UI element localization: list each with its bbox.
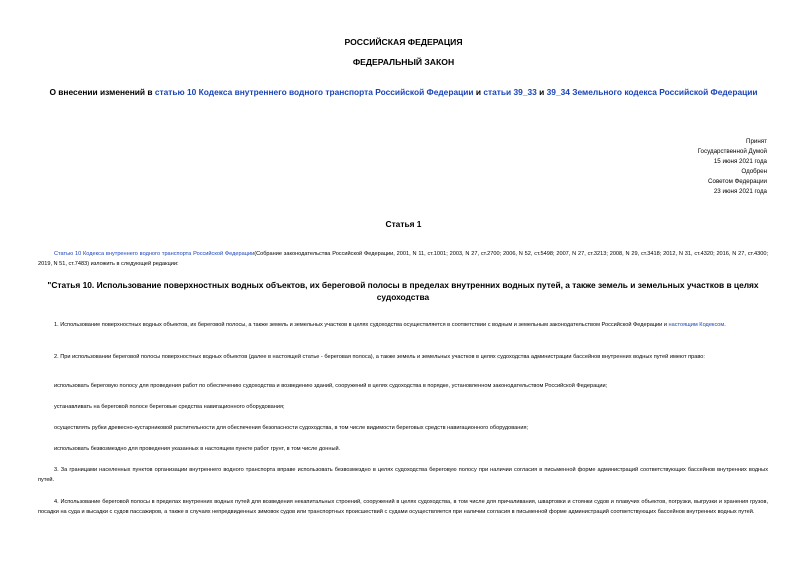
subparagraph-3: осуществлять рубки древесно-кустарниковой растительности для обеспечения безопасности судоходства, в том числе видимости береговых средств навигационного оборудования;: [54, 425, 529, 431]
adoption-line-6: 23 июня 2021 года: [713, 188, 767, 196]
adoption-line-1: Принят: [746, 138, 767, 145]
law-title: [30, 87, 777, 99]
subparagraph-4: использовать безвозмездно для проведения указанных в настоящем пункте работ грунт, в том числе донный.: [54, 446, 341, 452]
title-mid-1: и: [473, 87, 484, 97]
adoption-line-3: 15 июня 2021 года: [713, 158, 767, 166]
title-link-article-10[interactable]: статью 10 Кодекса внутреннего водного транспорта Российской Федерации: [154, 87, 474, 97]
article-10-heading: "Статья 10. Использование поверхностных водных объектов, их береговой полосы в пределах внутренних водных путей, а также земель и земельных участков в целях судоходства: [47, 280, 759, 302]
adoption-block: [698, 137, 767, 198]
adoption-line-2: Государственной Думой: [697, 148, 767, 156]
title-mid-2: и: [536, 87, 547, 97]
subparagraph-1: использовать береговую полосу для проведения работ по обеспечению судоходства и возведению зданий, сооружений в целях судоходства в порядке, установленном законодательством Российской Федерации;: [54, 383, 608, 389]
article-1-link[interactable]: Статью 10 Кодекса внутреннего водного транспорта Российской Федерации: [54, 251, 255, 257]
country-heading: РОССИЙСКАЯ ФЕДЕРАЦИЯ: [344, 37, 463, 47]
paragraph-1-end: .: [724, 322, 726, 328]
title-link-39-34[interactable]: 39_34 Земельного кодекса Российской Федерации: [546, 87, 758, 97]
code-link[interactable]: настоящим Кодексом: [668, 322, 725, 328]
title-link-39-33[interactable]: статьи 39_33: [483, 87, 537, 97]
paragraph-4: 4. Использование береговой полосы в пределах внутренних водных путей для возведения некапитальных строений, сооружений в целях судоходства, в том числе для причаливания, швартовки и стоянки судов и плавучих объектов, погрузки, выгрузки и хранения грузов, посадки на суда и высадки с судов пассажиров, а также в случаях непредвиденных зимовок судов или транспортных происшествий с судами осуществляется при наличии согласия в письменной форме администраций соответствующих бассейнов внутренних водных путей.: [38, 499, 768, 516]
paragraph-1-text: 1. Использование поверхностных водных объектов, их береговой полосы, а также земель и земельных участков в целях судоходства осуществляется в соответствии с водным и земельным законодательством Российской Федерации и: [54, 322, 669, 328]
paragraph-1: [38, 320, 768, 330]
adoption-line-5: Советом Федерации: [708, 178, 767, 186]
paragraph-3: 3. За границами населенных пунктов организации внутреннего водного транспорта вправе использовать безвозмездно в целях судоходства береговую полосу при наличии согласия в письменной форме администраций соответствующих бассейнов внутренних водных путей.: [38, 467, 768, 484]
article-1-body: (Собрание законодательства Российской Федерации, 2001, N 11, ст.1001; 2003, N 27, ст.2700; 2006, N 52, ст.5498; 2007, N 27, ст.3213; 2008, N 29, ст.3418; 2012, N 31, ст.4320; 2016, N 27, ст.4300; 2019, N 51, ст.7483) изложить в следующей редакции:: [38, 251, 768, 268]
article-1-text: [38, 249, 768, 270]
subparagraph-2: устанавливать на береговой полосе береговые средства навигационного оборудования;: [54, 404, 285, 410]
title-prefix: О внесении изменений в: [49, 87, 155, 97]
adoption-line-4: Одобрен: [741, 168, 767, 176]
article-1-heading: Статья 1: [385, 219, 422, 229]
paragraph-2: 2. При использовании береговой полосы поверхностных водных объектов (далее в настоящей статье - береговая полоса), а также земель и земельных участков в целях судоходства администрации бассейнов внутренних водных путей имеют право:: [54, 354, 705, 360]
law-type-heading: ФЕДЕРАЛЬНЫЙ ЗАКОН: [352, 57, 455, 67]
